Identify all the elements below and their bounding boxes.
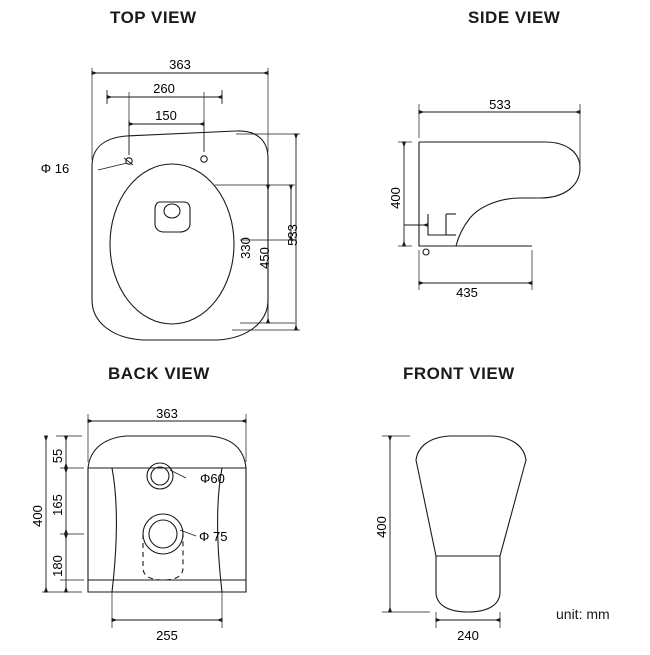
side-view-dimension-lines: [404, 112, 580, 283]
dim-top-bolt-inner: 150: [155, 108, 177, 123]
dim-back-height: 400: [30, 505, 45, 527]
view-title-top: TOP VIEW: [110, 8, 197, 27]
dim-side-height: 400: [388, 187, 403, 209]
back-view-extension-lines: [42, 414, 246, 628]
dim-side-base-length: 435: [456, 285, 478, 300]
dim-back-width-overall: 363: [156, 406, 178, 421]
top-view-geometry: [92, 131, 268, 340]
front-view-dimension-lines: [390, 436, 500, 620]
view-title-side: SIDE VIEW: [468, 8, 561, 27]
dim-side-length-overall: 533: [489, 97, 511, 112]
dim-top-depth-overall: 533: [285, 224, 300, 246]
dim-back-top-offset: 55: [50, 448, 65, 464]
dim-back-mid-offset: 165: [50, 494, 65, 516]
dim-top-hole-diameter: Φ 16: [40, 161, 70, 176]
back-view-geometry: [88, 436, 246, 592]
dim-front-base-width: 240: [457, 628, 479, 643]
front-view-geometry: [416, 436, 526, 612]
view-title-front: FRONT VIEW: [403, 364, 515, 383]
dim-top-bolt-outer: 260: [153, 81, 175, 96]
dim-top-depth-inner: 330: [238, 237, 253, 259]
top-view-extension-lines: [92, 68, 300, 330]
dim-back-bottom-offset: 180: [50, 555, 65, 577]
front-view-extension-lines: [382, 436, 500, 628]
dim-back-base-width: 255: [156, 628, 178, 643]
back-view-dimension-lines: [46, 421, 246, 620]
dim-back-outlet-diameter: Φ 75: [199, 529, 228, 544]
dim-top-depth-bowl: 450: [257, 247, 272, 269]
dim-front-height: 400: [374, 516, 389, 538]
dim-back-inlet-diameter: Φ60: [200, 471, 225, 486]
side-view-geometry: [419, 142, 580, 255]
view-title-back: BACK VIEW: [108, 364, 210, 383]
dim-top-width-overall: 363: [169, 57, 191, 72]
unit-note: unit: mm: [556, 606, 610, 622]
